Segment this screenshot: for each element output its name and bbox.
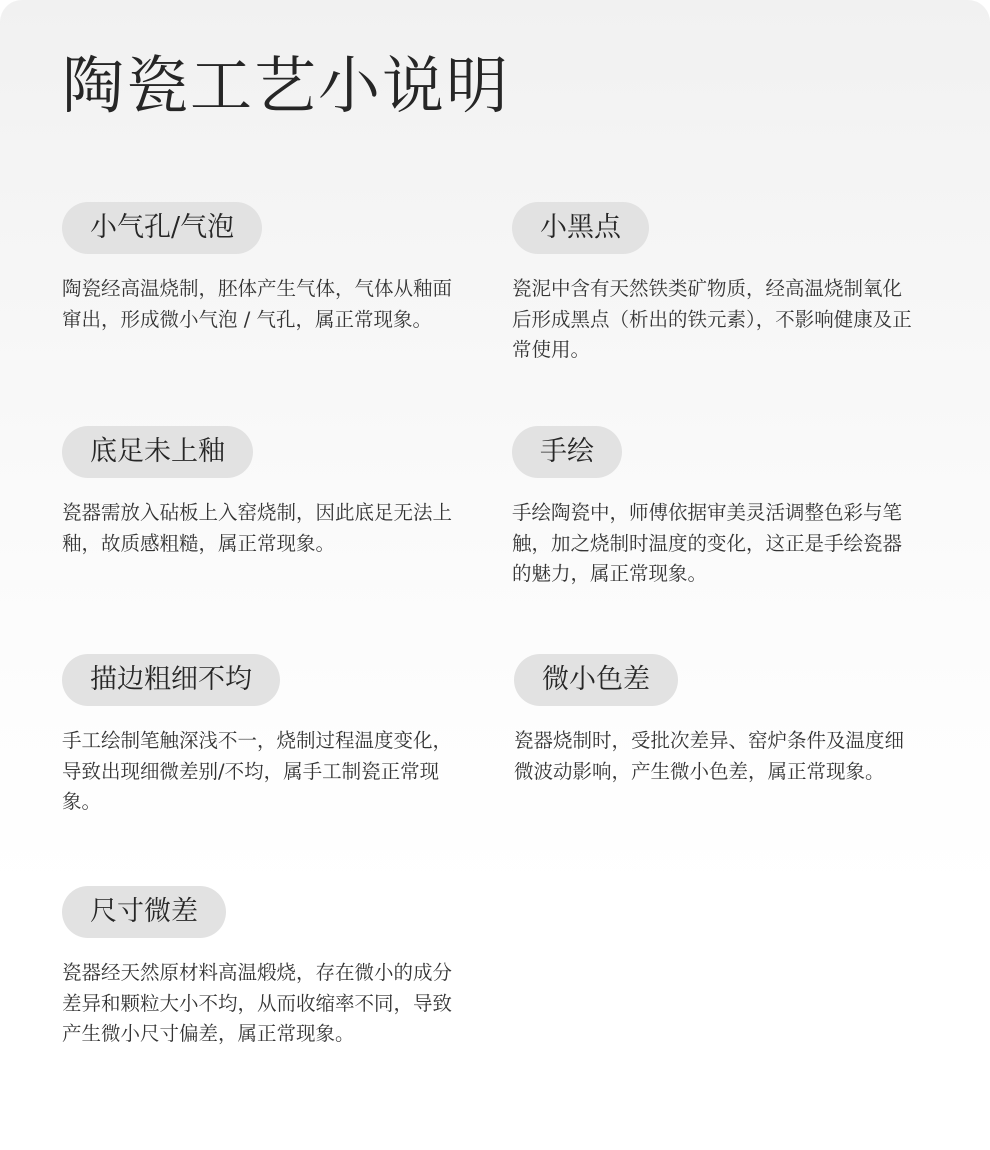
card-label-pill: 底足未上釉 [62, 426, 253, 478]
info-card-uneven-outline [62, 654, 462, 818]
card-label-pill: 小气孔/气泡 [62, 202, 262, 254]
info-card-unglazed-foot [62, 426, 462, 559]
card-label-pill: 微小色差 [514, 654, 678, 706]
card-description: 瓷器经天然原材料高温煅烧，存在微小的成分差异和颗粒大小不均，从而收缩率不同，导致产生微小尺寸偏差，属正常现象。 [62, 961, 453, 1045]
card-description: 瓷器需放入砧板上入窑烧制，因此底足无法上釉，故质感粗糙，属正常现象。 [62, 501, 453, 555]
info-card-hand-painted [512, 426, 912, 590]
info-card-color-difference [514, 654, 914, 787]
card-label-pill: 描边粗细不均 [62, 654, 280, 706]
info-card-black-spots [512, 202, 912, 366]
info-card-size-difference [62, 886, 462, 1050]
card-description: 瓷泥中含有天然铁类矿物质，经高温烧制氧化后形成黑点（析出的铁元素），不影响健康及正常使用。 [512, 277, 912, 361]
page-title: 陶瓷工艺小说明 [62, 49, 511, 122]
card-description: 陶瓷经高温烧制，胚体产生气体，气体从釉面窜出，形成微小气泡 / 气孔，属正常现象。 [62, 277, 453, 331]
card-description: 瓷器烧制时，受批次差异、窑炉条件及温度细微波动影响，产生微小色差，属正常现象。 [514, 729, 905, 783]
info-card-air-bubbles [62, 202, 462, 335]
card-description: 手工绘制笔触深浅不一，烧制过程温度变化，导致出现细微差别/不均，属手工制瓷正常现象。 [62, 729, 453, 813]
card-label-pill: 尺寸微差 [62, 886, 226, 938]
card-description: 手绘陶瓷中，师傅依据审美灵活调整色彩与笔触，加之烧制时温度的变化，这正是手绘瓷器的魅力，属正常现象。 [512, 501, 903, 585]
card-label-pill: 小黑点 [512, 202, 649, 254]
card-label-pill: 手绘 [512, 426, 622, 478]
